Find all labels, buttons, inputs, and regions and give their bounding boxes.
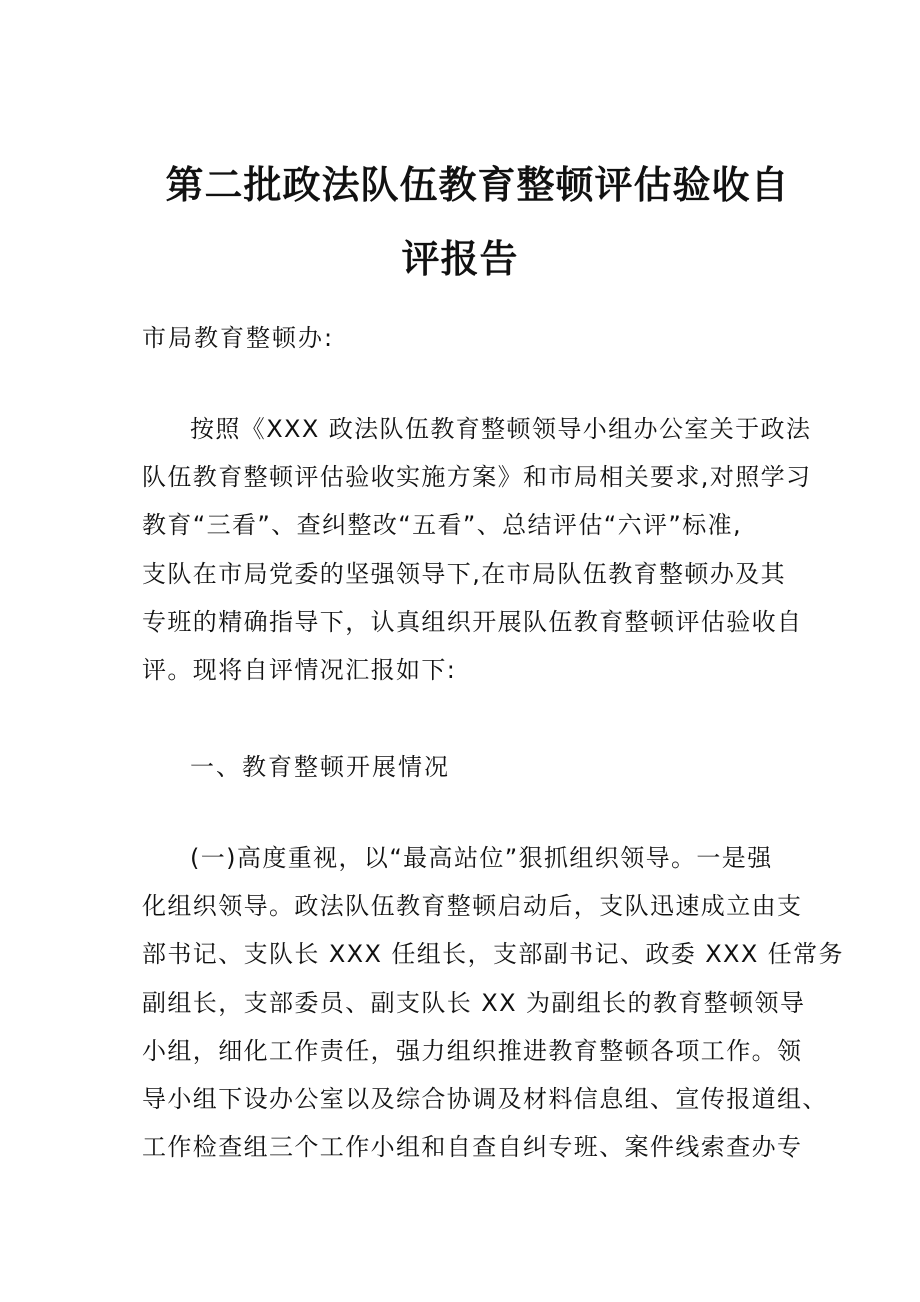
paragraph-line: 按照《XXX 政法队伍教育整顿领导小组办公室关于政法	[190, 415, 812, 443]
paragraph-line: 化组织领导。政法队伍教育整顿启动后，支队迅速成立由支	[142, 892, 803, 921]
paragraph-section-1-1	[142, 834, 844, 1171]
paragraph-line: 专班的精确指导下，认真组织开展队伍教育整顿评估验收自	[142, 607, 803, 636]
document-title-line-2: 评报告	[401, 237, 519, 281]
document-title-line-1: 第二批政法队伍教育整顿评估验收自	[165, 163, 790, 207]
salutation: 市局教育整顿办:	[142, 324, 335, 352]
section-heading: 一、教育整顿开展情况	[190, 753, 450, 781]
paragraph-line: (一)高度重视，以“最高站位”狠抓组织领导。一是强	[190, 844, 773, 872]
paragraph-line: 副组长，支部委员、副支队长 XX 为副组长的教育整顿领导	[142, 988, 806, 1017]
paragraph-line: 评。现将自评情况汇报如下:	[142, 655, 457, 684]
paragraph-line: 工作检查组三个工作小组和自查自纠专班、案件线索查办专	[142, 1133, 803, 1162]
paragraph-line: 小组，细化工作责任，强力组织推进教育整顿各项工作。领	[142, 1036, 803, 1065]
paragraph-line: 部书记、支队长 XXX 任组长，支部副书记、政委 XXX 任常务	[142, 940, 844, 969]
paragraph-line: 教育“三看”、查纠整改“五看”、总结评估“六评”标准,	[142, 511, 743, 540]
paragraph-line: 队伍教育整顿评估验收实施方案》和市局相关要求,对照学习	[142, 463, 812, 492]
paragraph-line: 支队在市局党委的坚强领导下,在市局队伍教育整顿办及其	[142, 559, 787, 588]
paragraph-intro	[142, 405, 812, 694]
paragraph-line: 导小组下设办公室以及综合协调及材料信息组、宣传报道组、	[142, 1084, 828, 1113]
